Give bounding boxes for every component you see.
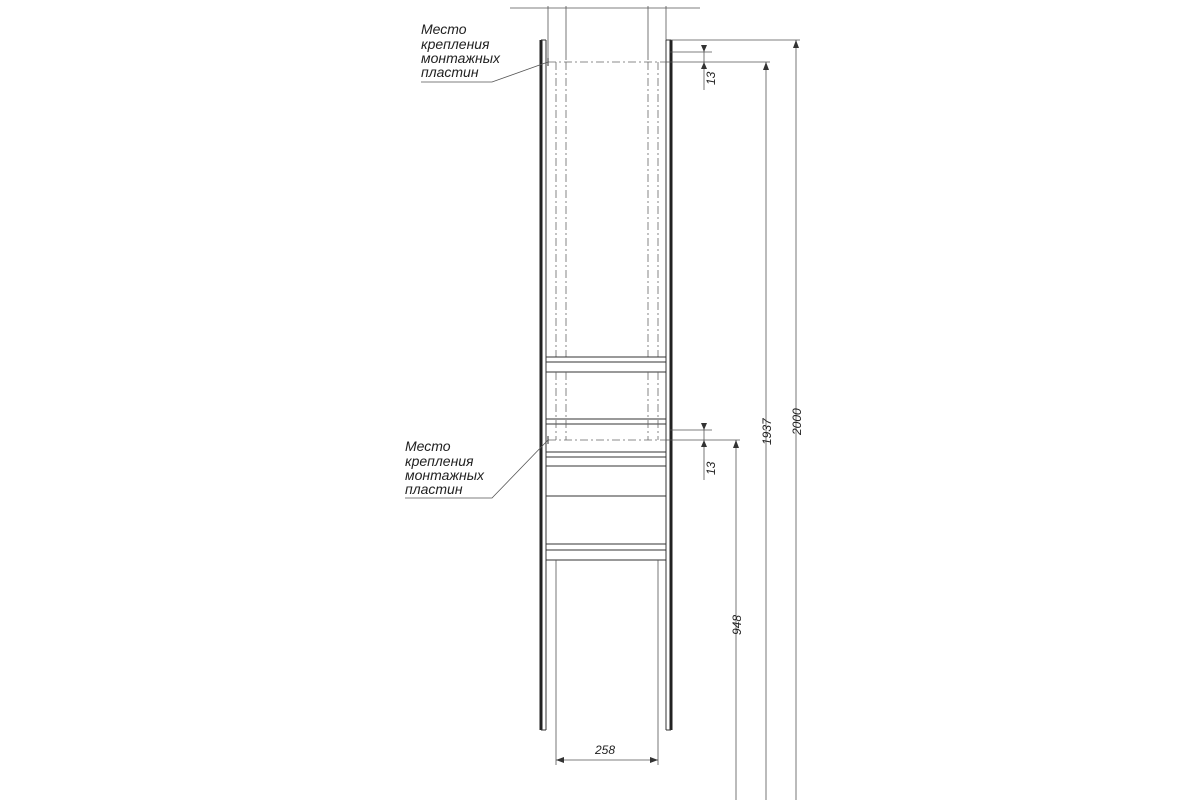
shelf [546, 357, 666, 362]
bottom-callout-line-4: пластин [405, 481, 463, 497]
bottom-callout-line-1: Место [405, 438, 451, 454]
top-callout-line-3: монтажных [421, 50, 501, 66]
lower-mounting-plate-outline [548, 372, 666, 444]
upper-mounting-plate-outline [548, 58, 666, 358]
upper-plate-height-label: 1937 [760, 418, 774, 445]
top-callout [421, 21, 548, 82]
lower-offset-dimension [666, 423, 740, 480]
top-callout-line-4: пластин [421, 64, 479, 80]
lower-offset-label: 13 [704, 461, 718, 475]
total-height-label: 2000 [790, 408, 804, 435]
lower-plate-height-dimension [730, 440, 744, 800]
bottom-callout-line-2: крепления [405, 453, 474, 469]
top-callout-line-1: Место [421, 21, 467, 37]
upper-offset-dimension [666, 45, 770, 90]
upper-plate-height-dimension [760, 62, 774, 800]
total-height-dimension [671, 40, 804, 800]
bottom-callout [405, 438, 548, 498]
top-callout-line-2: крепления [421, 36, 490, 52]
cabinet-body [541, 40, 671, 730]
shelf [546, 544, 666, 550]
upper-offset-label: 13 [704, 71, 718, 85]
plate-width-label: 258 [595, 743, 616, 757]
plate-width-dimension [556, 560, 658, 765]
bottom-callout-line-3: монтажных [405, 467, 485, 483]
lower-plate-height-label: 948 [730, 614, 744, 635]
shelf [546, 452, 666, 457]
